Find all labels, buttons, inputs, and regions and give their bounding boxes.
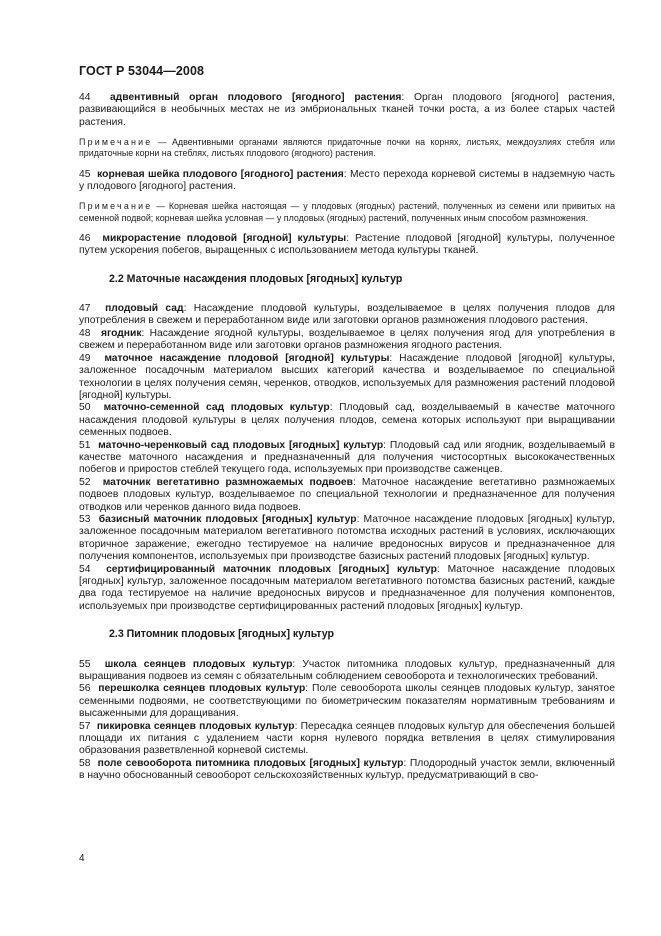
term-entry-45: 45 корневая шейка плодового [ягодного] растения: Место перехода корневой системы в надземную часть у плодового [ягодного] растения. (79, 168, 615, 193)
term-definition: Маточное насаждение плодовых [ягодных] культур, заложенное посадочным материалом вегетативного потомства исходных растений в условиях, исключающих вторичное заражение, ежегодно тестируемое на наличие вредоносных вирусов и предназначенное для получения компонентов, используемых при производстве базисных растений плодовых [ягодных] культур. (79, 513, 615, 563)
term-title: маточное насаждение плодовой [ягодной] культуры (104, 352, 390, 364)
term-title: поле севооборота питомника плодовых [ягодных] культур (97, 757, 404, 769)
term-number: 56 (79, 683, 91, 695)
page-number: 4 (79, 853, 85, 864)
note-label: Примечание (79, 137, 153, 148)
note-45 (79, 201, 615, 223)
term-definition: Насаждение ягодной культуры, возделываемое в целях получения ягод для употребления в свежем и переработанном виде или заготовки органов размножения ягодного растения. (79, 327, 615, 352)
term-number: 57 (79, 720, 91, 732)
term-title: маточник вегетативно размножаемых подвоев (102, 476, 353, 488)
term-entry-54: 54 сертифицированный маточник плодовых [ягодных] культур: Маточное насаждение плодовых [ягодных] культур, заложенное посадочным материалом вегетативного потомства базисных растений, каждые два года тестируемое на наличие вредоносных вирусов и предназначенное для получения компонентов, используемых при производстве сертифицированных растений плодовых [ягодных] культур. (79, 563, 615, 612)
term-definition: Плодовый сад, возделываемый в качестве маточного насаждения плодовой культуры в целях получения плодов, семена которых используют при выращивании семенных подвоев. (79, 402, 615, 439)
note-44 (79, 137, 615, 159)
term-entry-53: 53 базисный маточник плодовых [ягодных] культур: Маточное насаждение плодовых [ягодных] культур, заложенное посадочным материалом вегетативного потомства исходных растений в условиях, исключающих вторичное заражение, ежегодно тестируемое на наличие вредоносных вирусов и предназначенное для получения компонентов, используемых при производстве базисных растений плодовых [ягодных] культур. (79, 513, 615, 563)
term-entry-50: 50 маточно-семенной сад плодовых культур: Плодовый сад, возделываемый в качестве маточного насаждения плодовой культуры в целях получения плодов, семена которых используют при выращивании семенных подвоев. (79, 402, 615, 439)
term-definition: Насаждение плодовой [ягодной] культуры, заложенное посадочным материалом высших категорий качества и возделываемое по специальной технологии в целях получения семян, черенков, отводков, используемых для размножения растений плодовой [ягодной] культуры. (79, 352, 615, 401)
term-definition: Место перехода корневой системы в надземную часть у плодового [ягодного] растения. (79, 168, 615, 193)
term-number: 58 (79, 757, 91, 769)
note-text: — Корневая шейка настоящая — у плодовых (ягодных) растений, полученных из семени или привитых на семенной подвой; корневая шейка условная — у плодовых (ягодных) растений, полученных иным способом размножения. (79, 201, 615, 223)
term-title: перешколка сеянцев плодовых культур (98, 683, 306, 695)
term-title: базисный маточник плодовых [ягодных] культур (98, 513, 357, 525)
term-title: маточно-семенной сад плодовых культур (103, 402, 330, 414)
term-definition: Плодовый сад или ягодник, возделываемый в качестве маточного насаждения и предназначенный для получения чистосортных высококачественных побегов и приростов стеблей текущего года, используемых при производстве саженцев. (79, 439, 615, 476)
term-number: 50 (79, 402, 91, 414)
term-number: 45 (79, 168, 91, 180)
document-body (79, 92, 615, 783)
note-label: Примечание (79, 201, 153, 212)
term-definition: Пересадка сеянцев плодовых культур для обеспечения большей площади их питания с удалением части корня нулевого порядка ветвления в целях стимулирования образования разветвленной корневой системы. (79, 720, 615, 757)
term-definition: Орган плодового [ягодного] растения, развивающийся в необычных местах не из эмбриональных тканей точки роста, а из более старых частей растения. (79, 92, 615, 128)
term-entry-48: 48 ягодник: Насаждение ягодной культуры, возделываемое в целях получения ягод для употребления в свежем и переработанном виде или заготовки органов размножения ягодного растения. (79, 327, 615, 352)
term-number: 47 (79, 303, 91, 315)
term-definition: Насаждение плодовой культуры, возделываемое в целях получения плодов для употребления в свежем и переработанном виде или заготовки органов размножения плодового растения. (79, 303, 615, 327)
term-entry-44: 44 адвентивный орган плодового [ягодного] растения: Орган плодового [ягодного] растения, развивающийся в необычных местах не из эмбриональных тканей точки роста, а из более старых частей растения. (79, 92, 615, 128)
term-title: ягодник (100, 327, 142, 339)
term-number: 48 (79, 327, 91, 339)
term-entry-52: 52 маточник вегетативно размножаемых подвоев: Маточное насаждение вегетативно размножаемых подвоев плодовых культур, возделываемое по специальной технологии и предназначенное для получения отводков или черенков данного вида подвоев. (79, 476, 615, 513)
term-title: маточно-черенковый сад плодовых [ягодных] культур (98, 439, 384, 451)
term-definition: Участок питомника плодовых культур, предназначенный для выращивания подвоев из семян с обязательным соблюдением севооборота и технологических требований. (79, 658, 615, 683)
term-entry-55: 55 школа сеянцев плодовых культур: Участок питомника плодовых культур, предназначенный для выращивания подвоев из семян с обязательным соблюдением севооборота и технологических требований. (79, 658, 615, 683)
term-entry-56: 56 перешколка сеянцев плодовых культур: Поле севооборота школы сеянцев плодовых культур, занятое семенными подвоями, не соответствующими по биометрическим показателям нормативным требованиям и высаженными для доращивания. (79, 683, 615, 720)
section-title-2-3: 2.3 Питомник плодовых [ягодных] культур (109, 628, 334, 641)
term-number: 51 (79, 439, 91, 451)
term-number: 46 (79, 232, 91, 244)
term-entry-46: 46 микрорастение плодовой [ягодной] культуры: Растение плодовой [ягодной] культуры, полученное путем ускорения побегов, выращенных с использованием метода культуры тканей. (79, 232, 616, 257)
term-title: пикировка сеянцев плодовых культур (96, 720, 295, 732)
term-title: сертифицированный маточник плодовых [ягодных] культур (106, 563, 437, 575)
document-header: ГОСТ Р 53044—2008 (79, 64, 205, 78)
term-number: 44 (79, 92, 91, 103)
term-entry-47: 47 плодовый сад: Насаждение плодовой культуры, возделываемое в целях получения плодов для употребления в свежем и переработанном виде или заготовки органов размножения плодового растения. (79, 303, 615, 327)
term-title: адвентивный орган плодового [ягодного] растения (109, 92, 402, 103)
section-title-2-2: 2.2 Маточные насаждения плодовых [ягодных] культур (109, 272, 403, 285)
term-definition: Маточное насаждение плодовых [ягодных] культур, заложенное посадочным материалом вегетативного потомства базисных растений, каждые два года тестируемое на наличие вредоносных вирусов и предназначенное для получения компонентов, используемых при производстве сертифицированных растений плодовых [ягодных] культур. (79, 563, 615, 612)
term-number: 55 (79, 658, 91, 670)
term-number: 49 (79, 352, 91, 364)
note-text: — Адвентивными органами являются придаточные почки на корнях, листьях, междоузлиях стебля или придаточные корни на стеблях, листьях плодового (ягодного) растения. (79, 137, 615, 159)
term-entry-58: 58 поле севооборота питомника плодовых [ягодных] культур: Плодородный участок земли, включенный в научно обоснованный севооборот сельскохозяйственных культур, предусматривающий в сво- (79, 757, 615, 782)
term-entry-57: 57 пикировка сеянцев плодовых культур: Пересадка сеянцев плодовых культур для обеспечения большей площади их питания с удалением части корня нулевого порядка ветвления в целях стимулирования образования разветвленной корневой системы. (79, 720, 615, 757)
term-title: микрорастение плодовой [ягодной] культуры (102, 232, 347, 244)
term-title: плодовый сад (105, 303, 184, 315)
term-number: 53 (79, 513, 91, 525)
term-definition: Плодородный участок земли, включенный в научно обоснованный севооборот сельскохозяйственных культур, предусматривающий в сво- (79, 757, 615, 782)
term-title: школа сеянцев плодовых культур (104, 658, 293, 670)
term-title: корневая шейка плодового [ягодного] растения (97, 168, 344, 180)
term-definition: Поле севооборота школы сеянцев плодовых культур, занятое семенными подвоями, не соответствующими по биометрическим показателям нормативным требованиям и высаженными для доращивания. (79, 683, 615, 720)
term-number: 54 (79, 563, 91, 575)
term-definition: Растение плодовой [ягодной] культуры, полученное путем ускорения побегов, выращенных с использованием метода культуры тканей. (79, 232, 616, 257)
term-entry-49: 49 маточное насаждение плодовой [ягодной] культуры: Насаждение плодовой [ягодной] культуры, заложенное посадочным материалом высших категорий качества и возделываемое по специальной технологии в целях получения семян, черенков, отводков, используемых для размножения растений плодовой [ягодной] культуры. (79, 352, 615, 401)
term-definition: Маточное насаждение вегетативно размножаемых подвоев плодовых культур, возделываемое по специальной технологии и предназначенное для получения отводков или черенков данного вида подвоев. (79, 476, 615, 513)
term-entry-51: 51 маточно-черенковый сад плодовых [ягодных] культур: Плодовый сад или ягодник, возделываемый в качестве маточного насаждения и предназначенный для получения чистосортных высококачественных побегов и приростов стеблей текущего года, используемых при производстве саженцев. (79, 439, 615, 476)
term-number: 52 (79, 476, 91, 488)
